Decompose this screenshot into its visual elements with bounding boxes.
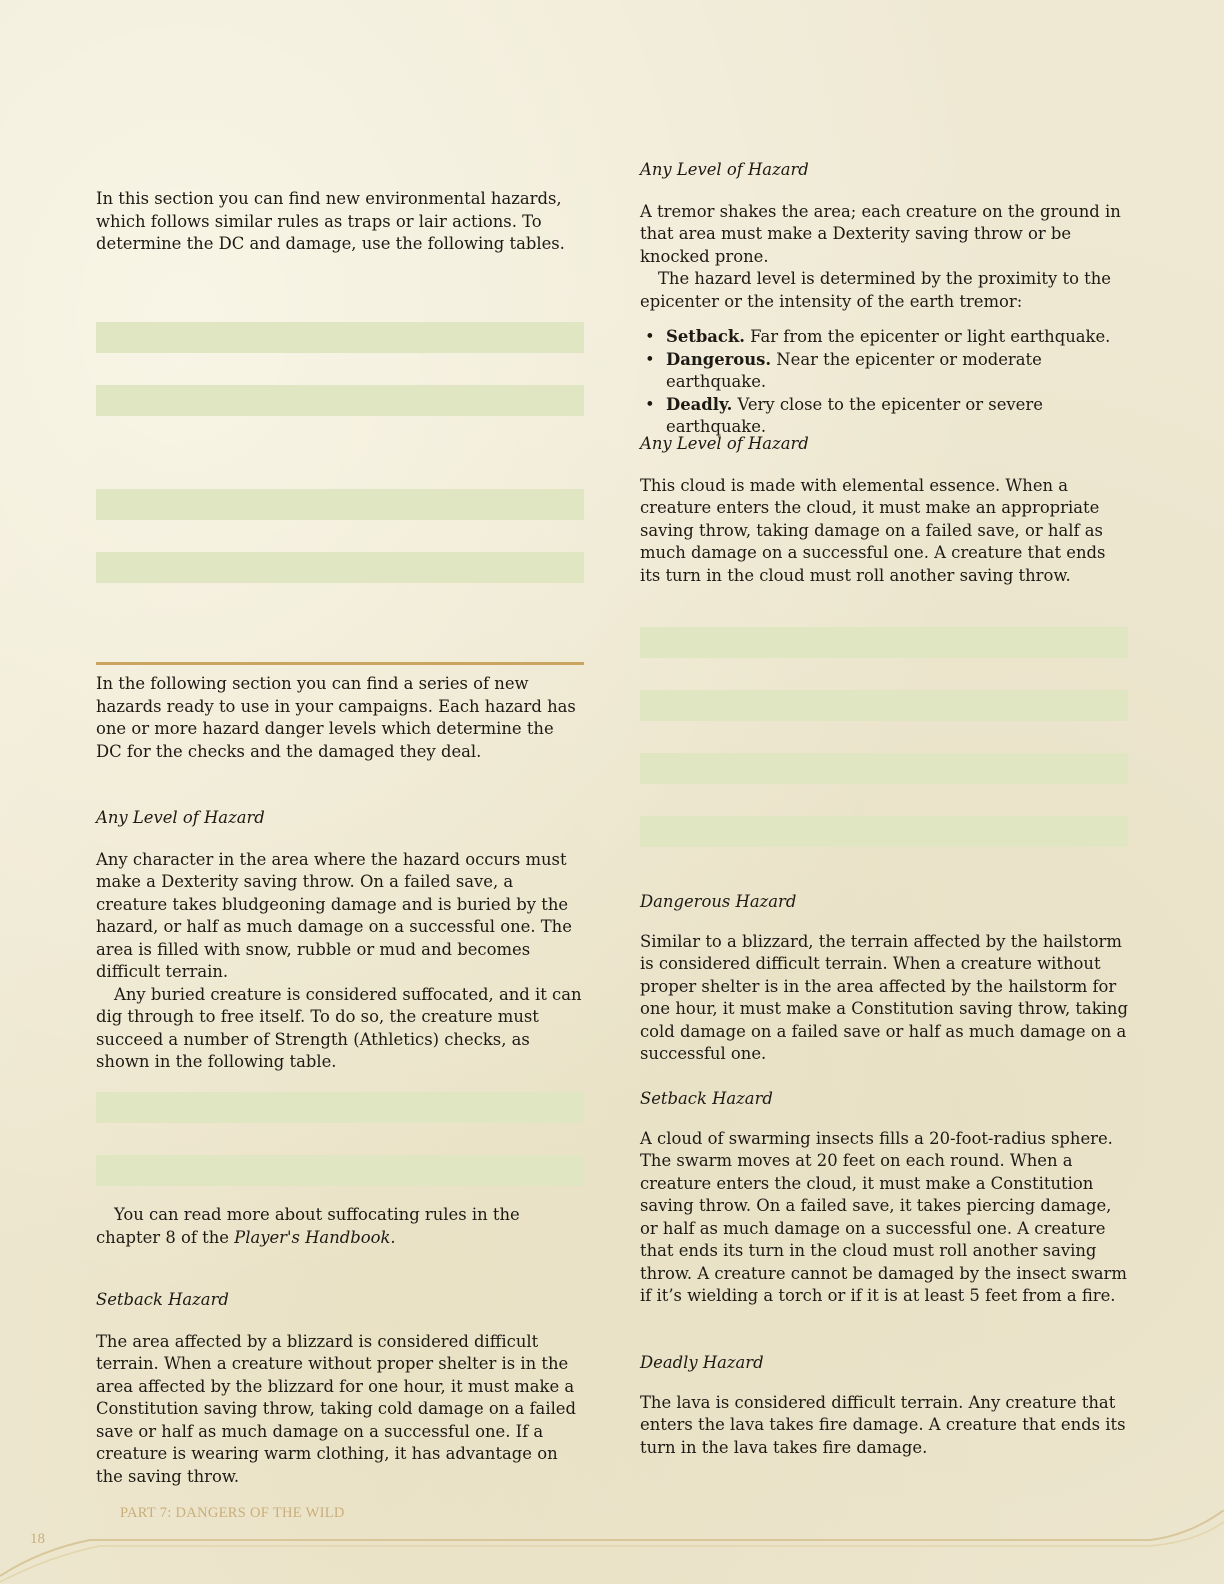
table-row-shaded — [640, 753, 1128, 784]
suffocating-note-text: You can read more about suffocating rules in the chapter 8 of the — [96, 1205, 520, 1247]
bullet-term: Deadly. — [666, 394, 733, 414]
book-title: Player's Handbook. — [234, 1227, 396, 1247]
suffocating-note-paragraph — [96, 1204, 584, 1249]
footer-part-title: PART 7: DANGERS OF THE WILD — [120, 1505, 345, 1521]
earthquake-levels-list — [640, 326, 1128, 439]
bullet-term: Setback. — [666, 327, 745, 346]
table-row-shaded — [96, 552, 584, 583]
avalanche-paragraph-1: Any character in the area where the hazard occurs must make a Dexterity saving throw. On a failed save, a creature takes bludgeoning damage and is buried by the hazard, or half as much damage on a successful one. The area is filled with snow, rubble or mud and becomes difficult terrain. — [96, 849, 572, 981]
table-row-shaded — [640, 816, 1128, 847]
table-row-shaded — [640, 690, 1128, 721]
table-row-shaded — [96, 385, 584, 416]
bullet-term: Dangerous. — [666, 349, 772, 369]
insect-swarm-level: Setback Hazard — [640, 1089, 773, 1108]
suffocating-note — [96, 1204, 584, 1249]
elemental-cloud-hazard — [640, 433, 1128, 587]
lava-hazard — [640, 1352, 1128, 1459]
page-number: 18 — [30, 1531, 45, 1547]
section-divider-rule — [96, 662, 584, 665]
table-row-shaded — [96, 489, 584, 520]
list-item — [666, 349, 1128, 394]
table-row-shaded — [640, 627, 1128, 658]
list-item — [666, 394, 1128, 439]
hailstorm-paragraph: Similar to a blizzard, the terrain affected by the hailstorm is considered difficult terrain. When a creature without proper shelter is in the area affected by the hailstorm for one hour, it must make a Constitution saving throw, taking cold damage on a failed save or half as much damage on a successful one. — [640, 931, 1128, 1063]
elemental-cloud-level: Any Level of Hazard — [640, 434, 809, 453]
section-intro — [96, 673, 584, 763]
earthquake-paragraph-2: The hazard level is determined by the proximity to the epicenter or the intensity of the earth tremor: — [640, 269, 1111, 311]
blizzard-level: Setback Hazard — [96, 1290, 229, 1309]
hailstorm-level: Dangerous Hazard — [640, 892, 797, 911]
blizzard-hazard — [96, 1289, 584, 1488]
table-row-shaded — [96, 1155, 584, 1186]
hailstorm-hazard — [640, 891, 1128, 1066]
avalanche-paragraph-2: Any buried creature is considered suffocated, and it can dig through to free itself. To do so, the creature must succeed a number of Strength (Athletics) checks, as shown in the following table. — [96, 984, 582, 1071]
bullet-text: Very close to the epicenter or severe earthquake. — [666, 394, 1043, 436]
lava-paragraph: The lava is considered difficult terrain. Any creature that enters the lava takes fire damage. A creature that ends its turn in the lava takes fire damage. — [640, 1392, 1126, 1457]
bullet-text: Near the epicenter or moderate earthquake. — [666, 349, 1042, 391]
lava-level: Deadly Hazard — [640, 1353, 764, 1372]
earthquake-hazard — [640, 159, 1128, 439]
insect-swarm-hazard — [640, 1088, 1128, 1308]
blizzard-paragraph: The area affected by a blizzard is considered difficult terrain. When a creature without proper shelter is in the area affected by the blizzard for one hour, it must make a Constitution saving throw, taking cold damage on a failed save or half as much damage on a successful one. If a creature is wearing warm clothing, it has advantage on the saving throw. — [96, 1331, 577, 1486]
table-row-shaded — [96, 322, 584, 353]
intro-paragraph: In this section you can find new environmental hazards, which follows similar rules as traps or lair actions. To determine the DC and damage, use the following tables. — [96, 189, 565, 253]
avalanche-hazard — [96, 807, 584, 1074]
list-item — [666, 326, 1128, 349]
elemental-cloud-paragraph: This cloud is made with elemental essence. When a creature enters the cloud, it must make an appropriate saving throw, taking damage on a failed save, or half as much damage on a successful one. A creature that ends its turn in the cloud must roll another saving throw. — [640, 475, 1106, 585]
earthquake-level: Any Level of Hazard — [640, 160, 809, 179]
earthquake-paragraph-1: A tremor shakes the area; each creature on the ground in that area must make a Dexterity saving throw or be knocked prone. — [640, 201, 1121, 266]
avalanche-level: Any Level of Hazard — [96, 808, 265, 827]
bullet-text: Far from the epicenter or light earthquake. — [744, 327, 1111, 346]
left-column — [96, 188, 584, 256]
insect-swarm-paragraph: A cloud of swarming insects fills a 20-foot-radius sphere. The swarm moves at 20 feet on each round. When a creature enters the cloud, it must make a Constitution saving throw. On a failed save, it takes piercing damage, or half as much damage on a successful one. A creature that ends its turn in the cloud must roll another saving throw. A creature cannot be damaged by the insect swarm if it’s wielding a torch or if it is at least 5 feet from a fire. — [640, 1128, 1127, 1305]
section-intro-paragraph: In the following section you can find a series of new hazards ready to use in your campaigns. Each hazard has one or more hazard danger levels which determine the DC for the checks and the damaged they deal. — [96, 674, 576, 761]
table-row-shaded — [96, 1092, 584, 1123]
